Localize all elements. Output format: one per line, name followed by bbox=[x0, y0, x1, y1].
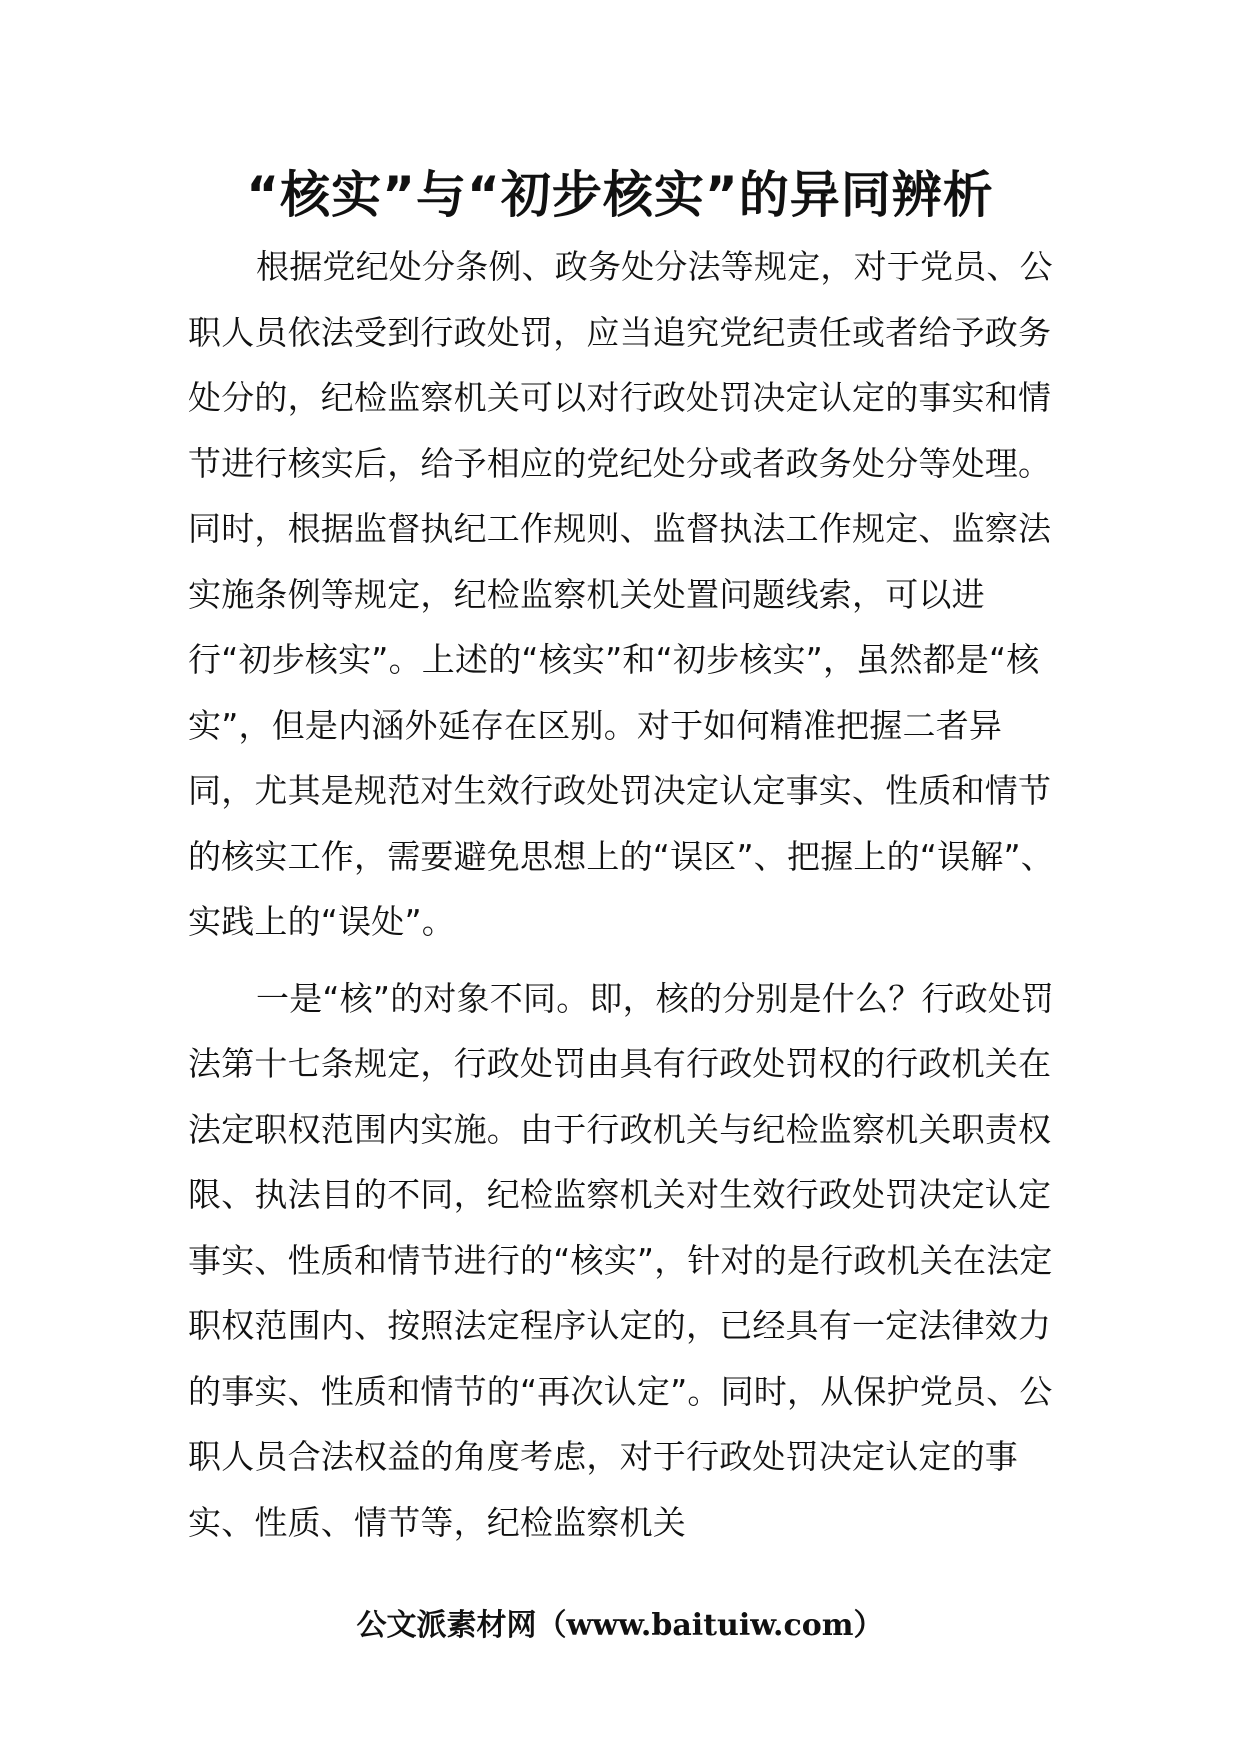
paragraph-intro: 根据党纪处分条例、政务处分法等规定，对于党员、公职人员依法受到行政处罚，应当追究党纪责任或者给予政务处分的，纪检监察机关可以对行政处罚决定认定的事实和情节进行核实后，给予相应的党纪处分或者政务处分等处理。同时，根据监督执纪工作规则、监督执法工作规定、监察法实施条例等规定，纪检监察机关处置问题线索，可以进行“初步核实”。上述的“核实”和“初步核实”，虽然都是“核实”，但是内涵外延存在区别。对于如何精准把握二者异同，尤其是规范对生效行政处罚决定认定事实、性质和情节的核实工作，需要避免思想上的“误区”、把握上的“误解”、实践上的“误处”。 bbox=[188, 247, 1054, 941]
paragraph-point-one: 一是“核”的对象不同。即，核的分别是什么？行政处罚法第十七条规定，行政处罚由具有行政处罚权的行政机关在法定职权范围内实施。由于行政机关与纪检监察机关职责权限、执法目的不同，纪检监察机关对生效行政处罚决定认定事实、性质和情节进行的“核实”，针对的是行政机关在法定职权范围内、按照法定程序认定的，已经具有一定法律效力的事实、性质和情节的“再次认定”。同时，从保护党员、公职人员合法权益的角度考虑，对于行政处罚决定认定的事实、性质、情节等，纪检监察机关 bbox=[188, 978, 1055, 1542]
footer-watermark: 公文派素材网（www.baituiw.com） bbox=[356, 1608, 884, 1643]
document-title: “核实”与“初步核实”的异同辨析 bbox=[246, 166, 994, 224]
document-body bbox=[188, 234, 1058, 1555]
